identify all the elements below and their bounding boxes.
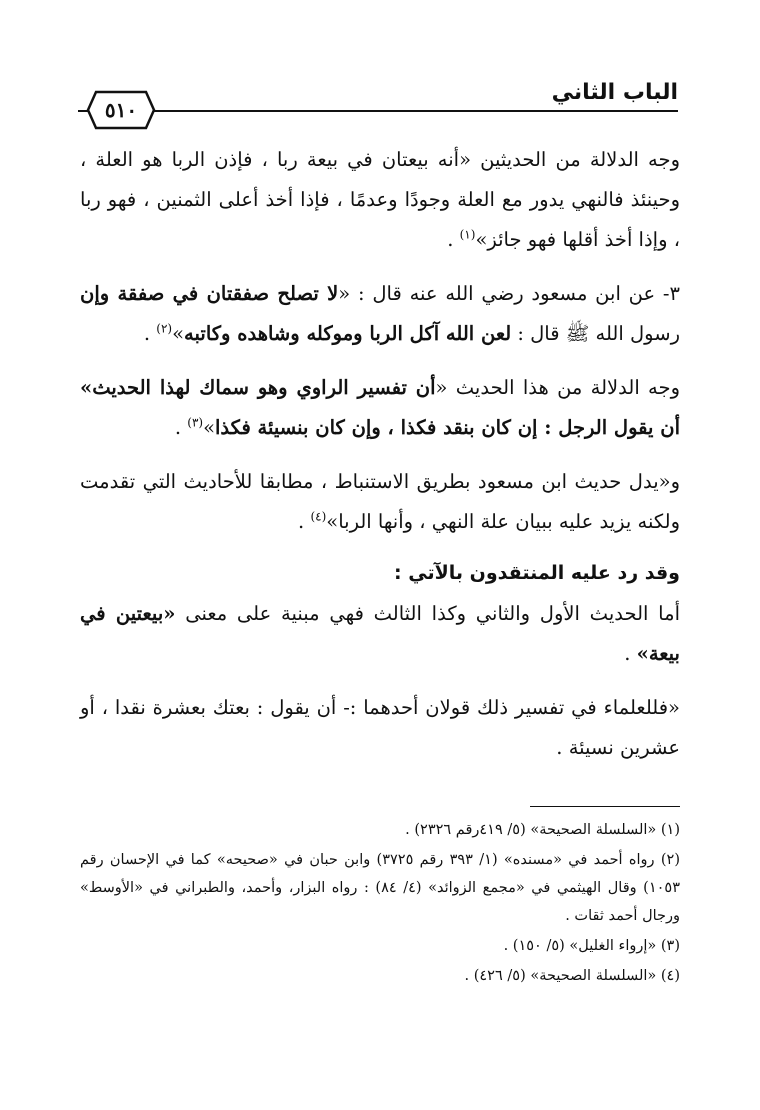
paragraph-2-hadith-2: لعن الله آكل الربا وموكله وشاهده وكاتبه bbox=[184, 322, 512, 345]
page-number: ٥١٠ bbox=[104, 98, 138, 122]
paragraph-2: ٣- عن ابن مسعود رضي الله عنه قال : «لا تصلح صفقتان في صفقة وإن رسول الله ﷺ قال : لعن الله آكل الربا وموكله وشاهده وكاتبه»$^{(٢)}$ . bbox=[80, 282, 680, 345]
footnote-separator bbox=[530, 806, 680, 807]
paragraph-3-quote: أن تفسير الراوي وهو سماك لهذا الحديث» أن يقول الرجل : إن كان بنقد فكذا ، وإن كان بنسيئة فكذا bbox=[80, 376, 680, 439]
paragraph-2-mid: رسول الله ﷺ قال : bbox=[511, 322, 680, 345]
paragraph-4: و«يدل حديث ابن مسعود بطريق الاستنباط ، مطابقا للأحاديث التي تقدمت ولكنه يزيد عليه ببيان علة النهي ، وأنها الربا»$^{(٤)}$ . bbox=[80, 470, 680, 533]
paragraph-4-text: و«يدل حديث ابن مسعود بطريق الاستنباط ، مطابقا للأحاديث التي تقدمت ولكنه يزيد عليه ببيان علة النهي ، وأنها الربا» bbox=[80, 470, 680, 533]
footnote-4: (٤) «السلسلة الصحيحة» (٥/ ٤٢٦) . bbox=[464, 968, 680, 984]
paragraph-2-lead: ٣- عن ابن مسعود رضي الله عنه قال : « bbox=[338, 282, 680, 305]
paragraph-3: وجه الدلالة من هذا الحديث «أن تفسير الراوي وهو سماك لهذا الحديث» أن يقول الرجل : إن كان بنقد فكذا ، وإن كان بنسيئة فكذا»$^{(٣)}$ . bbox=[80, 376, 680, 439]
chapter-title: الباب الثاني bbox=[551, 80, 678, 105]
paragraph-3-end: » bbox=[203, 416, 216, 439]
footnote-ref-1: (١) bbox=[459, 227, 476, 242]
footnote-3: (٣) «إرواء الغليل» (٥/ ١٥٠) . bbox=[503, 938, 680, 954]
paragraph-2-hadith-1: لا تصلح صفقتان في صفقة وإن bbox=[80, 282, 339, 305]
header-rule bbox=[78, 110, 678, 112]
footnotes bbox=[80, 816, 680, 992]
footnote-ref-2: (٢) bbox=[156, 321, 173, 336]
paragraph-2-end: » bbox=[172, 322, 185, 345]
paragraph-5-term: «بيعتين في بيعة» bbox=[80, 602, 680, 665]
paragraph-5-lead: أما الحديث الأول والثاني وكذا الثالث فهي مبنية على معنى bbox=[175, 602, 680, 625]
section-heading: وقد رد عليه المنتقدون بالآتي : bbox=[394, 562, 680, 584]
paragraph-1: وجه الدلالة من الحديثين «أنه بيعتان في بيعة ربا ، فإذن الربا هو العلة ، وحينئذ فالنهي يدور مع العلة وجودًا وعدمًا ، فإذا أخذ أعلى الثمنين ، فهو ربا ، وإذا أخذ أقلها فهو جائز»$^{(١)}$ . bbox=[80, 148, 680, 251]
main-text bbox=[80, 140, 680, 782]
footnote-ref-3: (٣) bbox=[187, 415, 204, 430]
footnote-ref-4: (٤) bbox=[310, 509, 327, 524]
page-number-badge bbox=[86, 90, 156, 130]
footnote-1: (١) «السلسلة الصحيحة» (٥/ ٤١٩رقم ٢٣٢٦) . bbox=[405, 822, 680, 838]
footnote-2: (٢) رواه أحمد في «مسنده» (١/ ٣٩٣ رقم ٣٧٢٥) وابن حبان في «صحيحه» كما في الإحسان رقم ١٠٥٣) وقال الهيثمي في «مجمع الزوائد» (٤/ ٨٤) : رواه البزار، وأحمد، والطبراني في «الأوسط» ورجال أحمد ثقات . bbox=[80, 852, 680, 924]
page-header bbox=[78, 70, 678, 130]
paragraph-5 bbox=[80, 594, 680, 674]
paragraph-1-text: وجه الدلالة من الحديثين «أنه بيعتان في بيعة ربا ، فإذن الربا هو العلة ، وحينئذ فالنهي يدور مع العلة وجودًا وعدمًا ، فإذا أخذ أعلى الثمنين ، فهو ربا ، وإذا أخذ أقلها فهو جائز» bbox=[80, 148, 680, 251]
paragraph-3-lead: وجه الدلالة من هذا الحديث « bbox=[435, 376, 680, 399]
paragraph-6: «فللعلماء في تفسير ذلك قولان أحدهما :- أن يقول : بعتك بعشرة نقدا ، أو عشرين نسيئة . bbox=[80, 696, 680, 759]
paragraph-5-end: . bbox=[624, 642, 637, 665]
